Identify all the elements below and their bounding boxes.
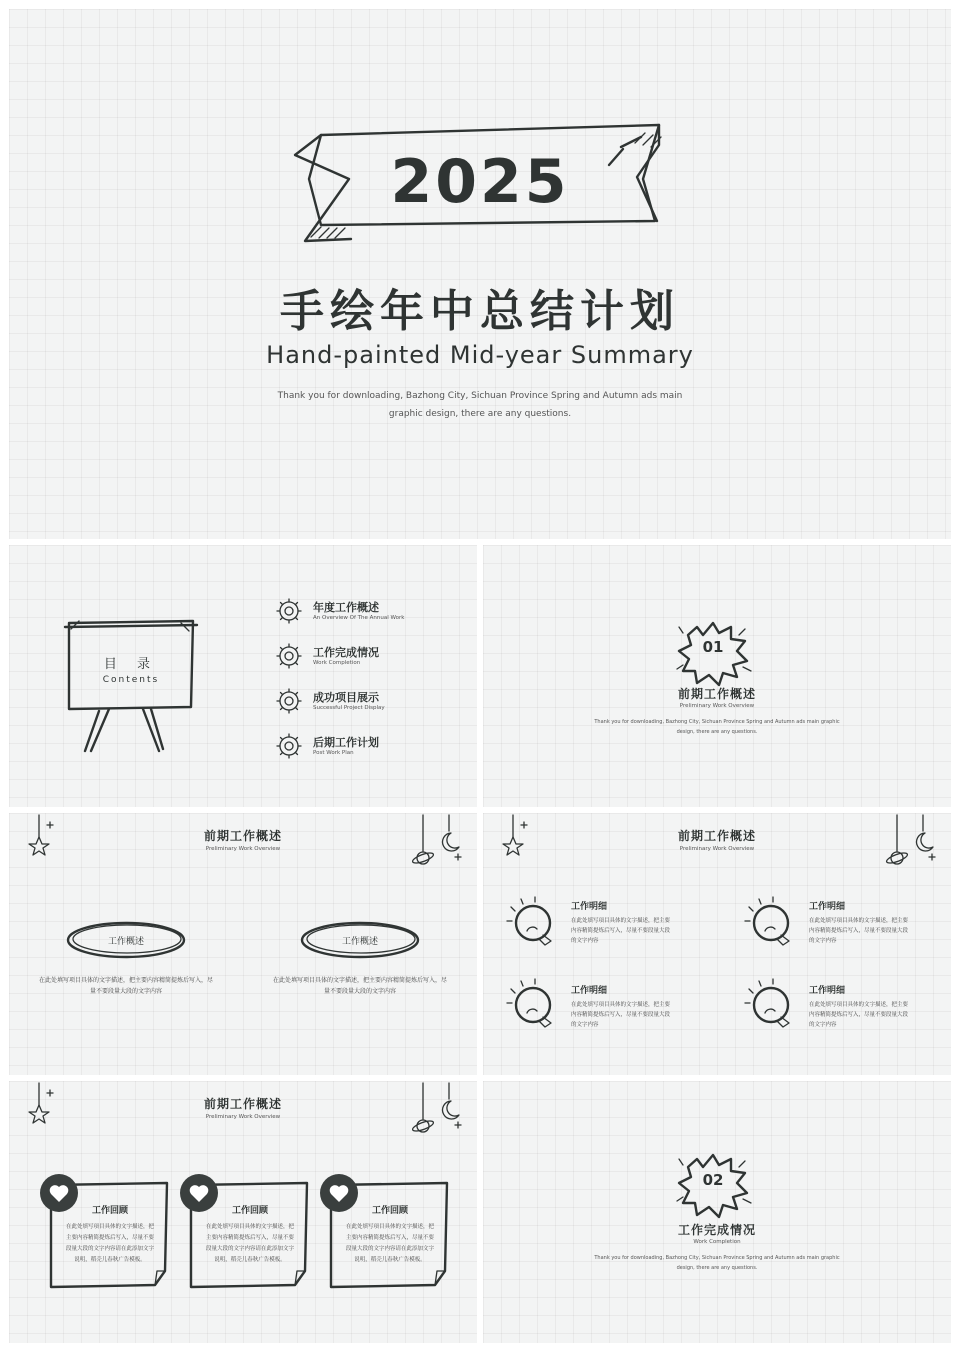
gear-icon: [275, 732, 303, 760]
section-desc-line: Thank you for downloading, Bazhong City, Sichuan Province Spring and Autumn ads main graphic: [594, 1255, 840, 1261]
detail-title: 工作明细: [571, 986, 608, 996]
card-line: 主要内容精简提炼后写入，尽量不要: [65, 1235, 154, 1241]
card-text: [335, 1222, 445, 1266]
cover-subtitle: Hand-painted Mid-year Summary: [266, 341, 694, 369]
slide-en: Preliminary Work Overview: [205, 846, 281, 852]
review-card: [55, 1203, 165, 1266]
detail-text: [809, 916, 949, 946]
section-desc-line: Thank you for downloading, Bazhong City, Sichuan Province Spring and Autumn ads main graphic: [594, 719, 840, 725]
gear-icon: [275, 642, 303, 670]
para-line: 量不要段量大段的文字内容: [323, 988, 396, 995]
section-desc-line: design, there are any questions.: [676, 729, 758, 735]
detail-line: 在此处填写项目具体的文字描述，把主要: [571, 1002, 671, 1008]
section-desc-line: design, there are any questions.: [676, 1265, 758, 1271]
toc-en: An Overview Of The Annual Work: [313, 615, 405, 621]
detail-title: 工作明细: [571, 902, 608, 912]
card-line: 主要内容精简提炼后写入，尽量不要: [345, 1235, 434, 1241]
cover-year: 2025: [390, 147, 570, 217]
cover-desc-line: Thank you for downloading, Bazhong City, Sichuan Province Spring and Autumn ads main: [277, 391, 683, 401]
slide-title: 前期工作概述: [203, 1097, 282, 1111]
slide-title: 前期工作概述: [677, 829, 756, 843]
lightbulb-icon: [507, 897, 551, 945]
detail-line: 在此处填写项目具体的文字描述，把主要: [809, 918, 909, 924]
lightbulb-icon: [745, 897, 789, 945]
detail-line: 内容精简提炼后写入，尽量不要段量大段: [809, 1012, 909, 1018]
section-01-slide: [483, 545, 951, 807]
overview-slide: [9, 813, 477, 1075]
pill-label: 工作概述: [107, 937, 144, 947]
detail-item: [571, 983, 711, 1030]
toc-label: 年度工作概述: [313, 601, 379, 614]
toc-item-3[interactable]: [275, 685, 465, 717]
ribbon-banner: [9, 9, 951, 539]
card-line: 段量大段的文字内容请在此添加文字: [345, 1246, 434, 1252]
slide-title: 前期工作概述: [203, 829, 282, 843]
para-line: 在此处填写项目具体的文字描述，把主要内容精简提炼后写入，尽: [272, 977, 447, 984]
toc-label: 后期工作计划: [313, 736, 379, 749]
section-en: Preliminary Work Overview: [679, 703, 755, 709]
review-card: [335, 1203, 445, 1266]
toc-en: Work Completion: [313, 660, 361, 666]
card-text: [195, 1222, 305, 1266]
toc-label: 成功项目展示: [313, 691, 379, 704]
review-slide: [9, 1081, 477, 1343]
card-line: 段量大段的文字内容请在此添加文字: [205, 1246, 294, 1252]
section-number: 01: [702, 638, 724, 656]
contents-slide: [9, 545, 477, 807]
para-line: 量不要段量大段的文字内容: [89, 988, 162, 995]
card-line: 在此处填写项目具体的文字描述，把: [205, 1224, 294, 1230]
lightbulb-icon: [745, 979, 789, 1027]
toc-item-1[interactable]: [275, 595, 465, 627]
para-line: 在此处填写项目具体的文字描述，把主要内容精简提炼后写入，尽: [38, 977, 213, 984]
cover-desc-line: graphic design, there are any questions.: [388, 409, 572, 419]
detail-item: [809, 983, 949, 1030]
card-text: [55, 1222, 165, 1266]
card-line: 在此处填写项目具体的文字描述，把: [345, 1224, 434, 1230]
section-en: Work Completion: [693, 1239, 741, 1245]
card-line: 主要内容精简提炼后写入，尽量不要: [205, 1235, 294, 1241]
pill-paragraph: [23, 975, 229, 997]
cover-title: 手绘年中总结计划: [280, 286, 680, 337]
detail-title: 工作明细: [809, 902, 846, 912]
detail-line: 内容精简提炼后写入，尽量不要段量大段: [571, 928, 671, 934]
cover-description: [249, 387, 711, 423]
gear-icon: [275, 597, 303, 625]
details-slide: [483, 813, 951, 1075]
cover-slide: [9, 9, 951, 539]
detail-line: 在此处填写项目具体的文字描述，把主要: [809, 1002, 909, 1008]
toc-en: Post Work Plan: [313, 750, 354, 756]
toc-en: Successful Project Display: [313, 705, 385, 711]
detail-text: [571, 1000, 711, 1030]
card-title: 工作回顾: [371, 1206, 408, 1216]
card-line: 说明，稻壳儿春秋广告模板。: [354, 1257, 426, 1263]
section-desc: [543, 717, 891, 737]
contents-board-subtitle: Contents: [102, 675, 160, 685]
card-line: 说明，稻壳儿春秋广告模板。: [74, 1257, 146, 1263]
detail-line: 的文字内容: [571, 938, 599, 944]
pill-label: 工作概述: [341, 937, 378, 947]
section-title: 前期工作概述: [677, 687, 756, 701]
detail-text: [809, 1000, 949, 1030]
card-line: 说明，稻壳儿春秋广告模板。: [214, 1257, 286, 1263]
detail-text: [571, 916, 711, 946]
section-number: 02: [702, 1171, 724, 1189]
card-title: 工作回顾: [91, 1206, 128, 1216]
detail-line: 内容精简提炼后写入，尽量不要段量大段: [809, 928, 909, 934]
detail-item: [571, 899, 711, 946]
detail-line: 的文字内容: [571, 1022, 599, 1028]
detail-line: 的文字内容: [809, 1022, 837, 1028]
toc-item-4[interactable]: [275, 730, 465, 762]
card-line: 段量大段的文字内容请在此添加文字: [65, 1246, 154, 1252]
detail-line: 在此处填写项目具体的文字描述，把主要: [571, 918, 671, 924]
toc-item-2[interactable]: [275, 640, 465, 672]
contents-board-title: 目 录: [103, 657, 159, 672]
detail-line: 的文字内容: [809, 938, 837, 944]
slide-en: Preliminary Work Overview: [679, 846, 755, 852]
slide-en: Preliminary Work Overview: [205, 1114, 281, 1120]
card-title: 工作回顾: [231, 1206, 268, 1216]
detail-line: 内容精简提炼后写入，尽量不要段量大段: [571, 1012, 671, 1018]
lightbulb-icon: [507, 979, 551, 1027]
gear-icon: [275, 687, 303, 715]
card-line: 在此处填写项目具体的文字描述，把: [65, 1224, 154, 1230]
burst-badge: [483, 1081, 951, 1343]
toc-label: 工作完成情况: [313, 646, 379, 659]
section-desc: [543, 1253, 891, 1273]
pill-paragraph: [257, 975, 463, 997]
section-02-slide: [483, 1081, 951, 1343]
detail-item: [809, 899, 949, 946]
review-card: [195, 1203, 305, 1266]
burst-badge: [483, 545, 951, 807]
detail-title: 工作明细: [809, 986, 846, 996]
section-title: 工作完成情况: [677, 1223, 756, 1237]
